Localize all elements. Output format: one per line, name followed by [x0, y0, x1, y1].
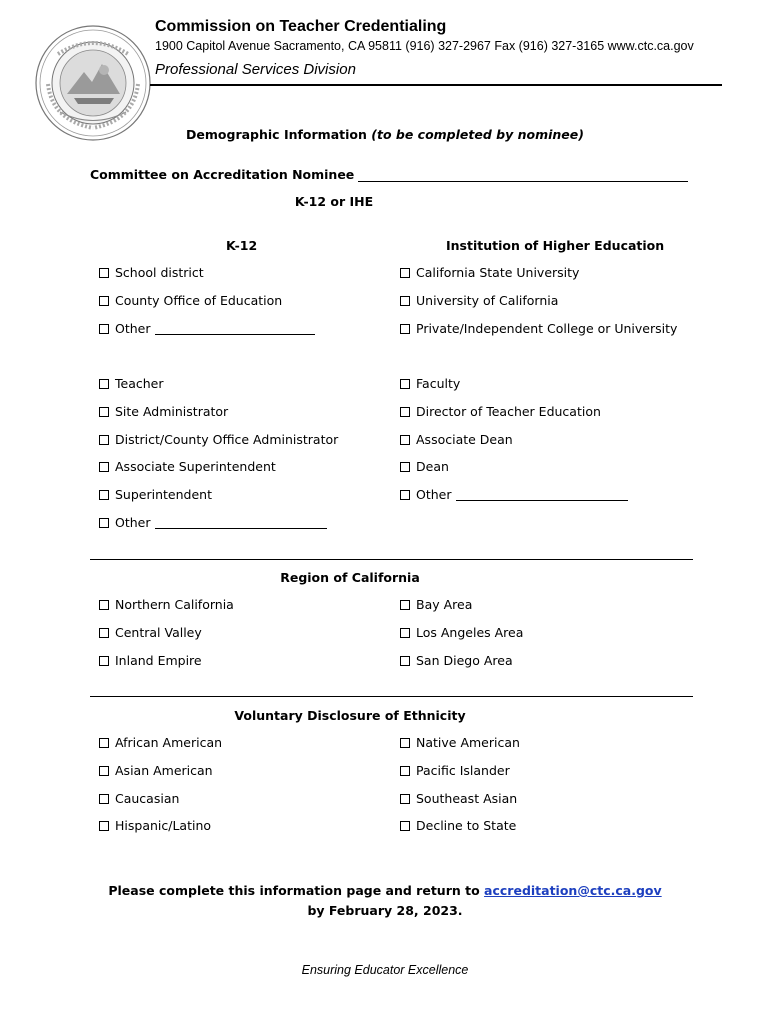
option-inland-empire[interactable]: Inland Empire: [99, 653, 202, 668]
nominee-field: [90, 167, 688, 182]
option-associate-superintendent[interactable]: Associate Superintendent: [99, 459, 276, 474]
option-site-administrator[interactable]: Site Administrator: [99, 404, 228, 419]
checkbox-icon[interactable]: [400, 738, 410, 748]
option-associate-dean[interactable]: Associate Dean: [400, 432, 513, 447]
option-teacher[interactable]: Teacher: [99, 376, 164, 391]
option-southeast-asian[interactable]: Southeast Asian: [400, 791, 517, 806]
email-link[interactable]: accreditation@ctc.ca.gov: [484, 883, 662, 898]
region-heading: Region of California: [280, 570, 420, 585]
checkbox-icon[interactable]: [99, 490, 109, 500]
other-fill-line[interactable]: [155, 322, 315, 335]
checkbox-icon[interactable]: [99, 518, 109, 528]
checkbox-icon[interactable]: [400, 435, 410, 445]
checkbox-icon[interactable]: [400, 324, 410, 334]
option-african-american[interactable]: African American: [99, 735, 222, 750]
other-fill-line[interactable]: [155, 516, 327, 529]
form-title: [0, 127, 770, 142]
checkbox-icon[interactable]: [400, 379, 410, 389]
ihe-heading: Institution of Higher Education: [446, 238, 665, 253]
checkbox-icon[interactable]: [400, 766, 410, 776]
form-title-note: (to be completed by nominee): [371, 127, 584, 142]
nominee-name-line[interactable]: [358, 169, 688, 182]
checkbox-icon[interactable]: [400, 462, 410, 472]
checkbox-icon[interactable]: [400, 268, 410, 278]
nominee-label: Committee on Accreditation Nominee: [90, 167, 355, 182]
option-k12-role-other[interactable]: Other: [99, 515, 327, 530]
checkbox-icon[interactable]: [99, 821, 109, 831]
return-text: Please complete this information page and return to: [108, 883, 485, 898]
checkbox-icon[interactable]: [99, 324, 109, 334]
return-instructions: [0, 883, 770, 898]
checkbox-icon[interactable]: [99, 462, 109, 472]
option-central-valley[interactable]: Central Valley: [99, 625, 202, 640]
division-name: Professional Services Division: [155, 61, 356, 78]
option-director-teacher-education[interactable]: Director of Teacher Education: [400, 404, 601, 419]
footer-tagline: Ensuring Educator Excellence: [301, 963, 469, 977]
k12-or-ihe-label: K-12 or IHE: [294, 194, 374, 209]
k12-heading: K-12: [226, 238, 258, 253]
org-address: 1900 Capitol Avenue Sacramento, CA 95811 (916) 327-2967 Fax (916) 327-3165 www.ctc.ca.gov: [155, 39, 694, 53]
checkbox-icon[interactable]: [400, 656, 410, 666]
checkbox-icon[interactable]: [99, 628, 109, 638]
option-private-college[interactable]: Private/Independent College or University: [400, 321, 677, 336]
header-divider: [150, 84, 722, 86]
checkbox-icon[interactable]: [99, 738, 109, 748]
checkbox-icon[interactable]: [99, 296, 109, 306]
checkbox-icon[interactable]: [400, 794, 410, 804]
section-divider: [90, 559, 693, 560]
checkbox-icon[interactable]: [400, 490, 410, 500]
checkbox-icon[interactable]: [400, 296, 410, 306]
ethnicity-heading: Voluntary Disclosure of Ethnicity: [234, 708, 466, 723]
checkbox-icon[interactable]: [99, 435, 109, 445]
deadline-text: by February 28, 2023.: [307, 903, 463, 918]
checkbox-icon[interactable]: [99, 766, 109, 776]
option-san-diego-area[interactable]: San Diego Area: [400, 653, 513, 668]
option-uc[interactable]: University of California: [400, 293, 558, 308]
option-faculty[interactable]: Faculty: [400, 376, 460, 391]
checkbox-icon[interactable]: [400, 628, 410, 638]
option-decline-to-state[interactable]: Decline to State: [400, 818, 516, 833]
option-district-administrator[interactable]: District/County Office Administrator: [99, 432, 338, 447]
checkbox-icon[interactable]: [99, 407, 109, 417]
form-title-main: Demographic Information: [186, 127, 372, 142]
checkbox-icon[interactable]: [99, 794, 109, 804]
option-school-district[interactable]: School district: [99, 265, 204, 280]
option-dean[interactable]: Dean: [400, 459, 449, 474]
other-fill-line[interactable]: [456, 488, 628, 501]
checkbox-icon[interactable]: [99, 656, 109, 666]
checkbox-icon[interactable]: [400, 407, 410, 417]
checkbox-icon[interactable]: [99, 268, 109, 278]
checkbox-icon[interactable]: [99, 379, 109, 389]
checkbox-icon[interactable]: [400, 600, 410, 610]
option-asian-american[interactable]: Asian American: [99, 763, 213, 778]
option-northern-california[interactable]: Northern California: [99, 597, 234, 612]
option-k12-institution-other[interactable]: Other: [99, 321, 315, 336]
option-hispanic-latino[interactable]: Hispanic/Latino: [99, 818, 211, 833]
checkbox-icon[interactable]: [99, 600, 109, 610]
option-caucasian[interactable]: Caucasian: [99, 791, 179, 806]
option-bay-area[interactable]: Bay Area: [400, 597, 472, 612]
option-pacific-islander[interactable]: Pacific Islander: [400, 763, 510, 778]
option-superintendent[interactable]: Superintendent: [99, 487, 212, 502]
option-county-office[interactable]: County Office of Education: [99, 293, 282, 308]
option-ihe-role-other[interactable]: Other: [400, 487, 628, 502]
option-native-american[interactable]: Native American: [400, 735, 520, 750]
checkbox-icon[interactable]: [400, 821, 410, 831]
state-seal-icon: [34, 24, 152, 142]
option-csu[interactable]: California State University: [400, 265, 579, 280]
option-los-angeles-area[interactable]: Los Angeles Area: [400, 625, 523, 640]
org-title: Commission on Teacher Credentialing: [155, 18, 447, 35]
section-divider: [90, 696, 693, 697]
